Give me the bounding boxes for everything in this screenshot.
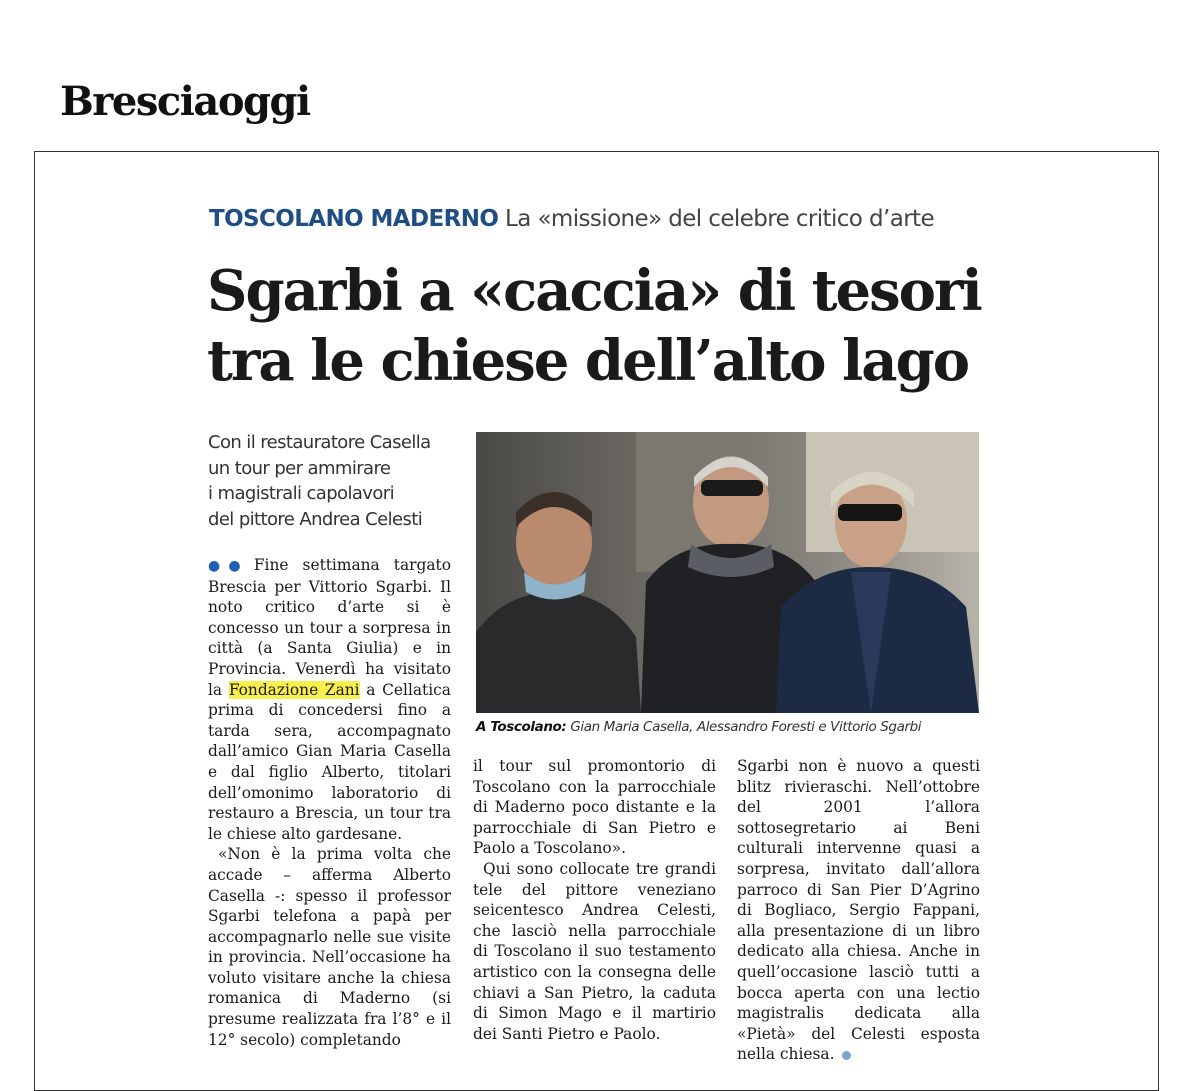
summary — [208, 430, 468, 532]
summary-line: i magistrali capolavori — [208, 483, 394, 504]
photo-caption — [476, 719, 921, 735]
headline — [207, 256, 981, 396]
kicker — [209, 206, 934, 232]
summary-line: del pittore Andrea Celesti — [208, 508, 423, 530]
article-column-3 — [737, 756, 980, 1065]
highlighted-text: Fondazione Zani — [228, 680, 360, 699]
masthead-logo: Bresciaoggi — [60, 78, 310, 125]
photo — [476, 432, 979, 713]
article-paragraph: «Non è la prima volta che accade – afferma Alberto Casella -: spesso il professor Sgarbi telefona a papà per accompagnarlo nelle sue visite in provincia. Nell’occasione ha voluto visitare anche la chiesa romanica di Maderno (si presume realizzata fra l’8° e il 12° secolo) completando — [208, 845, 451, 1049]
summary-line: un tour per ammirare — [208, 457, 391, 479]
article-paragraph: Qui sono collocate tre grandi tele del pittore veneziano seicentesco Andrea Celesti, che lasciò nella parrocchiale di Toscolano il suo testamento artistico con la consegna delle chiavi a San Pietro, la caduta di Simon Mago e il martirio dei Santi Pietro e Paolo. — [473, 859, 716, 1043]
caption-text: Gian Maria Casella, Alessandro Foresti e Vittorio Sgarbi — [570, 719, 922, 735]
article-paragraph: Sgarbi non è nuovo a questi blitz rivieraschi. Nell’ottobre del 2001 l’allora sottosegretario ai Beni culturali intervenne quasi a sorpresa, invitato dall’allora parroco di San Pier D’Agrino di Bogliaco, Sergio Fappani, alla presentazione di un libro dedicato alla chiesa. Anche in quell’occasione lasciò tutti a bocca aperta con una lectio magistralis dedicata alla «Pietà» del Celesti esposta nella chiesa. — [737, 757, 980, 1064]
summary-line: Con il restauratore Casella — [208, 432, 431, 453]
article-column-2 — [473, 756, 716, 1044]
headline-line-2: tra le chiese dell’alto lago — [207, 328, 969, 394]
kicker-subtitle: La «missione» del celebre critico d’arte — [505, 206, 935, 232]
end-mark-icon — [842, 1051, 851, 1060]
headline-line-1: Sgarbi a «caccia» di tesori — [207, 258, 981, 324]
caption-lead: A Toscolano: — [476, 719, 567, 735]
kicker-place: TOSCOLANO MADERNO — [209, 206, 499, 232]
lead-dots-icon: ●● — [208, 558, 249, 574]
article-paragraph: ●● Fine settimana targato Brescia per Vittorio Sgarbi. Il noto critico d’arte si è concesso un tour a sorpresa in città (a Santa Giulia) e in Provincia. Venerdì ha visitato la Fondazione Zani a Cellatica prima di concedersi fino a tarda sera, accompagnato dall’amico Gian Maria Casella e dal figlio Alberto, titolari dell’omonimo laboratorio di restauro a Brescia, un tour tra le chiese alto gardesane. — [208, 556, 452, 843]
article-paragraph: il tour sul promontorio di Toscolano con la parrocchiale di Maderno poco distante e la parrocchiale di San Pietro e Paolo a Toscolano». — [473, 757, 716, 858]
article-column-1 — [208, 555, 451, 1050]
photo-illustration — [476, 432, 979, 713]
